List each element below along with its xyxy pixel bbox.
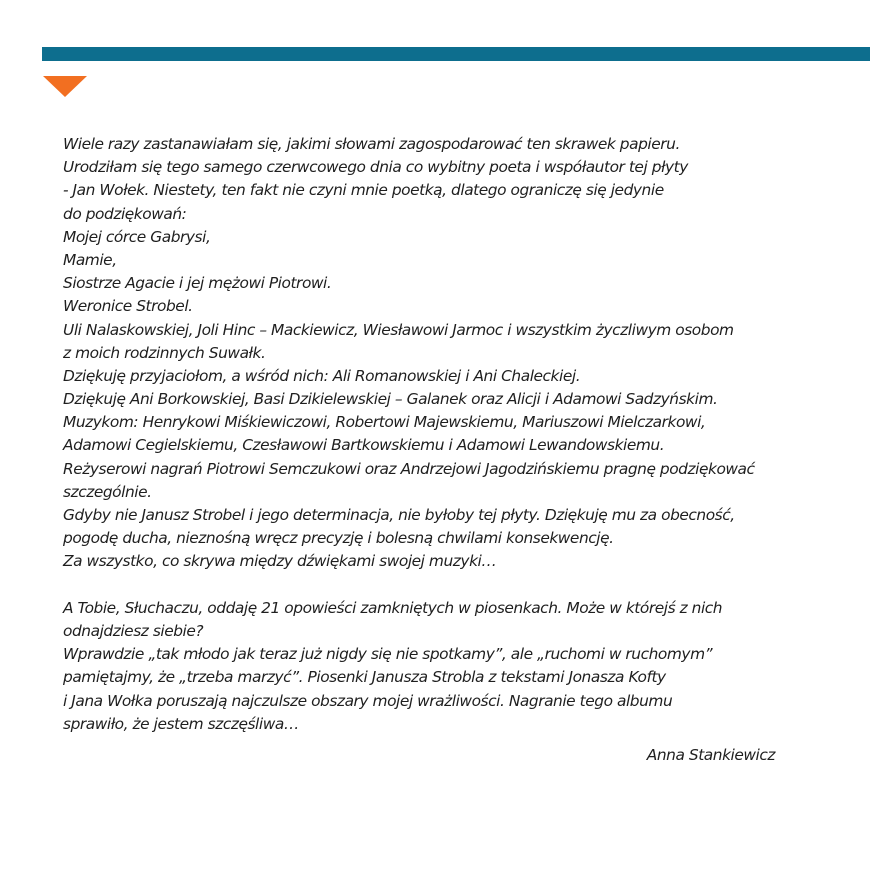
text-line: A Tobie, Słuchaczu, oddaję 21 opowieści zamkniętych w piosenkach. Może w którejś z nich [63, 598, 723, 617]
text-line: Mamie, [63, 250, 117, 269]
header-bar [42, 47, 870, 61]
text-line: Weronice Strobel. [63, 297, 193, 316]
text-line: z moich rodzinnych Suwałk. [63, 343, 266, 362]
text-line: Wprawdzie „tak młodo jak teraz już nigdy się nie spotkamy”, ale „ruchomi w ruchomym” [63, 645, 713, 664]
text-line: Urodziłam się tego samego czerwcowego dnia co wybitny poeta i współautor tej płyty [63, 158, 688, 177]
text-line: Mojej córce Gabrysi, [63, 227, 211, 246]
dedication-text [63, 133, 853, 736]
text-line: Dziękuję Ani Borkowskiej, Basi Dzikielewskiej – Galanek oraz Alicji i Adamowi Sadzyńskim. [63, 390, 718, 409]
text-line: Za wszystko, co skrywa między dźwiękami swojej muzyki… [63, 552, 497, 571]
text-line: szczególnie. [63, 482, 152, 501]
text-line: Dziękuję przyjaciołom, a wśród nich: Ali Romanowskiej i Ani Chaleckiej. [63, 366, 581, 385]
text-line: Siostrze Agacie i jej mężowi Piotrowi. [63, 274, 332, 293]
text-line: - Jan Wołek. Niestety, ten fakt nie czyni mnie poetką, dlatego ograniczę się jedynie [63, 181, 664, 200]
text-line: Reżyserowi nagrań Piotrowi Semczukowi oraz Andrzejowi Jagodzińskiemu pragnę podziękować [63, 459, 755, 478]
paragraph-listener [63, 597, 853, 736]
text-line: pamiętajmy, że „trzeba marzyć”. Piosenki Janusza Strobla z tekstami Jonasza Kofty [63, 668, 666, 687]
text-line: do podziękowań: [63, 204, 187, 223]
paragraph-acknowledgements [63, 133, 853, 574]
text-line: Uli Nalaskowskiej, Joli Hinc – Mackiewicz, Wiesławowi Jarmoc i wszystkim życzliwym osobom [63, 320, 734, 339]
text-line: Muzykom: Henrykowi Miśkiewiczowi, Robertowi Majewskiemu, Mariuszowi Mielczarkowi, [63, 413, 706, 432]
paragraph-spacer [63, 574, 853, 597]
text-line: sprawiło, że jestem szczęśliwa… [63, 714, 299, 733]
text-line: pogodę ducha, nieznośną wręcz precyzję i bolesną chwilami konsekwencję. [63, 529, 614, 548]
text-line: Gdyby nie Janusz Strobel i jego determinacja, nie byłoby tej płyty. Dziękuję mu za obecność, [63, 506, 735, 524]
text-line: Wiele razy zastanawiałam się, jakimi słowami zagospodarować ten skrawek papieru. [63, 135, 680, 153]
signature: Anna Stankiewicz [646, 746, 775, 764]
triangle-marker-icon [43, 76, 87, 97]
text-line: odnajdziesz siebie? [63, 621, 204, 640]
text-line: i Jana Wołka poruszają najczulsze obszary mojej wrażliwości. Nagranie tego albumu [63, 691, 673, 710]
text-line: Adamowi Cegielskiemu, Czesławowi Bartkowskiemu i Adamowi Lewandowskiemu. [63, 436, 665, 455]
